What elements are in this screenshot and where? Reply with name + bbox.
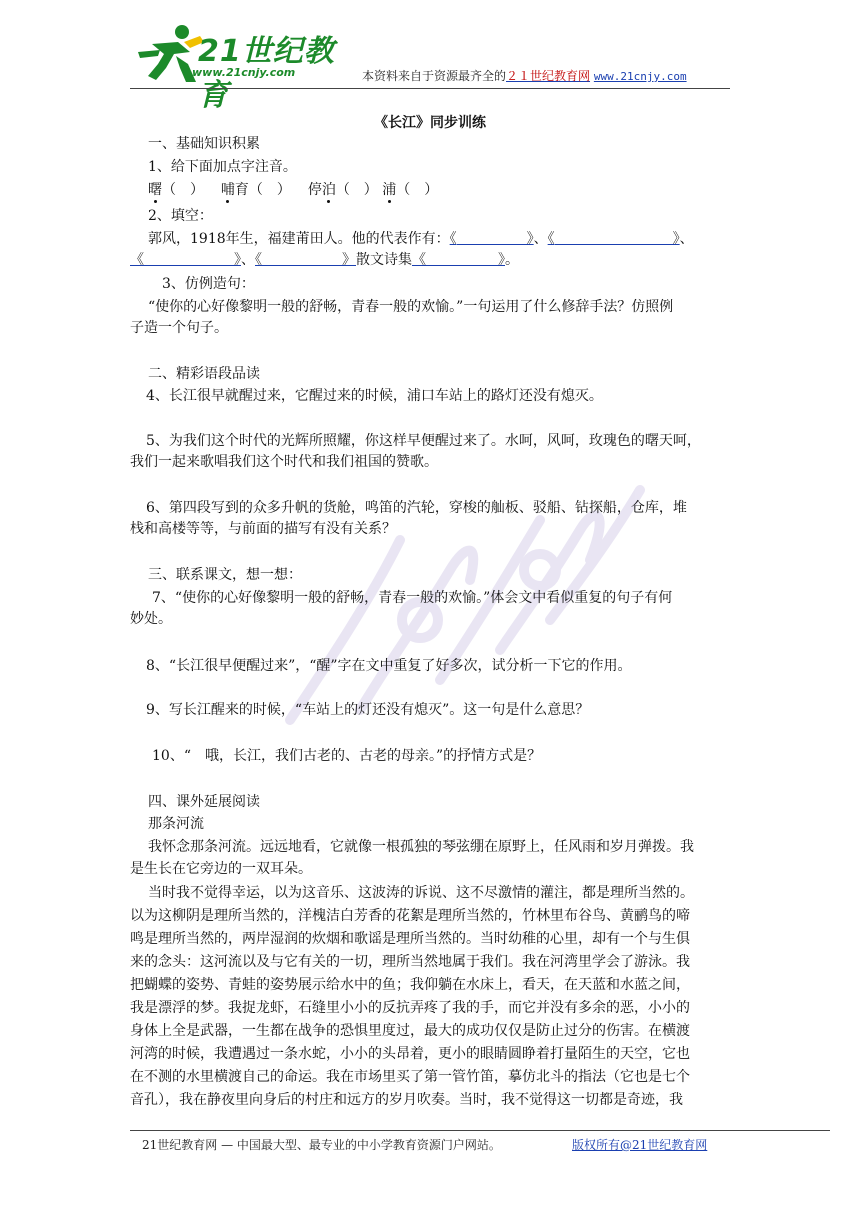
q3-line1: “使你的心好像黎明一般的舒畅，青春一般的欢愉。”一句运用了什么修辞手法？仿照例 xyxy=(148,299,674,315)
logo-title: 21世纪教育 xyxy=(198,34,335,113)
q10-text: 10、“ 哦，长江，我们古老的、古老的母亲。”的抒情方式是？ xyxy=(152,748,542,764)
document-title: 《长江》同步训练 xyxy=(374,115,486,131)
passage-line: 在不测的水里横渡自己的命运。我在市场里买了第一管竹笛，摹仿北斗的指法（它也是七个 xyxy=(130,1069,690,1085)
passage-line: 我怀念那条河流。远远地看，它就像一根孤独的琴弦绷在原野上，任风雨和岁月弹拨。我 xyxy=(148,839,694,855)
logo-url: www.21cnjy.com xyxy=(192,66,296,79)
q4-text: 4、长江很早就醒过来，它醒过来的时候，浦口车站上的路灯还没有熄灭。 xyxy=(146,388,603,404)
footer-divider xyxy=(130,1130,830,1131)
footer-copyright-link[interactable]: 版权所有@21世纪教育网 xyxy=(572,1138,708,1152)
passage-line: 是生长在它旁边的一双耳朵。 xyxy=(130,861,312,877)
q2-line2-text: 散文诗集 xyxy=(356,252,412,268)
passage-line: 身体上全是武器，一生都在战争的恐惧里度过，最大的成功仅仅是防止过分的伤害。在横渡 xyxy=(130,1023,690,1039)
passage-line: 河湾的时候，我遭遇过一条水蛇，小小的头昂着，更小的眼睛圆睁着打量陌生的天空，它也 xyxy=(130,1046,690,1062)
section4-heading: 四、课外延展阅读 xyxy=(148,794,260,810)
q1-items xyxy=(148,180,438,200)
header-note-prefix: 本资料来自于资源最齐全的 xyxy=(362,69,507,83)
q2-line2: 《 》、《 》散文诗集《 》。 xyxy=(130,252,519,268)
passage-line: 来的念头：这河流以及与它有关的一切，理所当然地属于我们。我在河湾里学会了游泳。我 xyxy=(130,954,690,970)
dotted-char: 泊 xyxy=(321,182,336,198)
blank-field[interactable]: 《 》 xyxy=(255,252,356,268)
blank-field[interactable]: 《 》 xyxy=(412,252,505,268)
passage-line: 我是漂浮的梦。我捉龙虾，石缝里小小的反抗弄疼了我的手，而它并没有多余的恶，小小的 xyxy=(130,1000,690,1016)
q1-item: 停泊（ ） xyxy=(307,182,378,198)
header-divider xyxy=(130,88,730,89)
q2-line1: 郭风，1918年生，福建莆田人。他的代表作有：《 》、《 》、 xyxy=(148,231,694,247)
passage-line: 音孔），我在静夜里向身后的村庄和远方的岁月吹奏。当时，我不觉得这一切都是奇迹，我 xyxy=(130,1092,683,1108)
blank-field[interactable]: 《 》 xyxy=(130,252,241,268)
passage-line: 当时我不觉得幸运，以为这音乐、这波涛的诉说、这不尽激情的灌注，都是理所当然的。 xyxy=(148,885,694,901)
passage-title: 那条河流 xyxy=(148,816,204,832)
q1-item: 哺育（ ） xyxy=(220,182,291,198)
footer-tagline: 21世纪教育网 — 中国最大型、最专业的中小学教育资源门户网站。 xyxy=(142,1138,501,1152)
header-site-link[interactable]: ２１世纪教育网 xyxy=(506,69,591,83)
q5-line1: 5、为我们这个时代的光辉所照耀，你这样早便醒过来了。水呵，风呵，玫瑰色的曙天呵， xyxy=(146,433,701,449)
q7-line1: 7、“使你的心好像黎明一般的舒畅，青春一般的欢愉。”体会文中看似重复的句子有何 xyxy=(152,590,673,606)
dotted-char: 曙 xyxy=(148,182,162,198)
q1-item: 浦（ ） xyxy=(382,182,439,198)
q6-line2: 栈和高楼等等，与前面的描写有没有关系？ xyxy=(130,521,396,537)
section1-heading: 一、基础知识积累 xyxy=(148,136,260,152)
passage-line: 把蝴蝶的姿势、青蛙的姿势展示给水中的鱼；我仰躺在水床上，看天，在天蓝和水蓝之间， xyxy=(130,977,690,993)
q8-text: 8、“长江很早便醒过来”，“醒”字在文中重复了好多次，试分析一下它的作用。 xyxy=(146,658,632,674)
q9-text: 9、写长江醒来的时候，“车站上的灯还没有熄灭”。这一句是什么意思？ xyxy=(146,702,590,718)
q3-line2: 子造一个句子。 xyxy=(130,320,228,336)
q7-line2: 妙处。 xyxy=(130,611,172,627)
q2-line1-text: 郭风，1918年生，福建莆田人。他的代表作有： xyxy=(148,231,450,247)
q5-line2: 我们一起来歌唱我们这个时代和我们祖国的赞歌。 xyxy=(130,454,438,470)
section2-heading: 二、精彩语段品读 xyxy=(148,366,260,382)
dotted-char: 哺 xyxy=(220,182,235,198)
blank-field[interactable]: 《 》 xyxy=(449,231,534,247)
blank-field[interactable]: 《 》 xyxy=(547,231,680,247)
q3-text: 3、仿例造句： xyxy=(162,276,255,292)
site-logo xyxy=(138,22,338,113)
q2-text: 2、填空： xyxy=(148,208,213,224)
passage-line: 以为这柳阴是理所当然的，洋槐洁白芳香的花絮是理所当然的，竹林里布谷鸟、黄鹂鸟的啼 xyxy=(130,908,690,924)
q1-item: 曙（ ） xyxy=(148,182,204,198)
dotted-char: 浦 xyxy=(382,182,397,198)
q6-line1: 6、第四段写到的众多升帆的货舱，鸣笛的汽轮，穿梭的舢板、驳船、钻探船，仓库，堆 xyxy=(146,500,687,516)
header-note xyxy=(362,67,687,84)
section3-heading: 三、联系课文，想一想： xyxy=(148,567,302,583)
q1-text: 1、给下面加点字注音。 xyxy=(148,159,297,175)
passage-line: 鸣是理所当然的，两岸湿润的炊烟和歌谣是理所当然的。当时幼稚的心里，却有一个与生俱 xyxy=(130,931,690,947)
header-url-link[interactable]: www.21cnjy.com xyxy=(593,70,687,83)
